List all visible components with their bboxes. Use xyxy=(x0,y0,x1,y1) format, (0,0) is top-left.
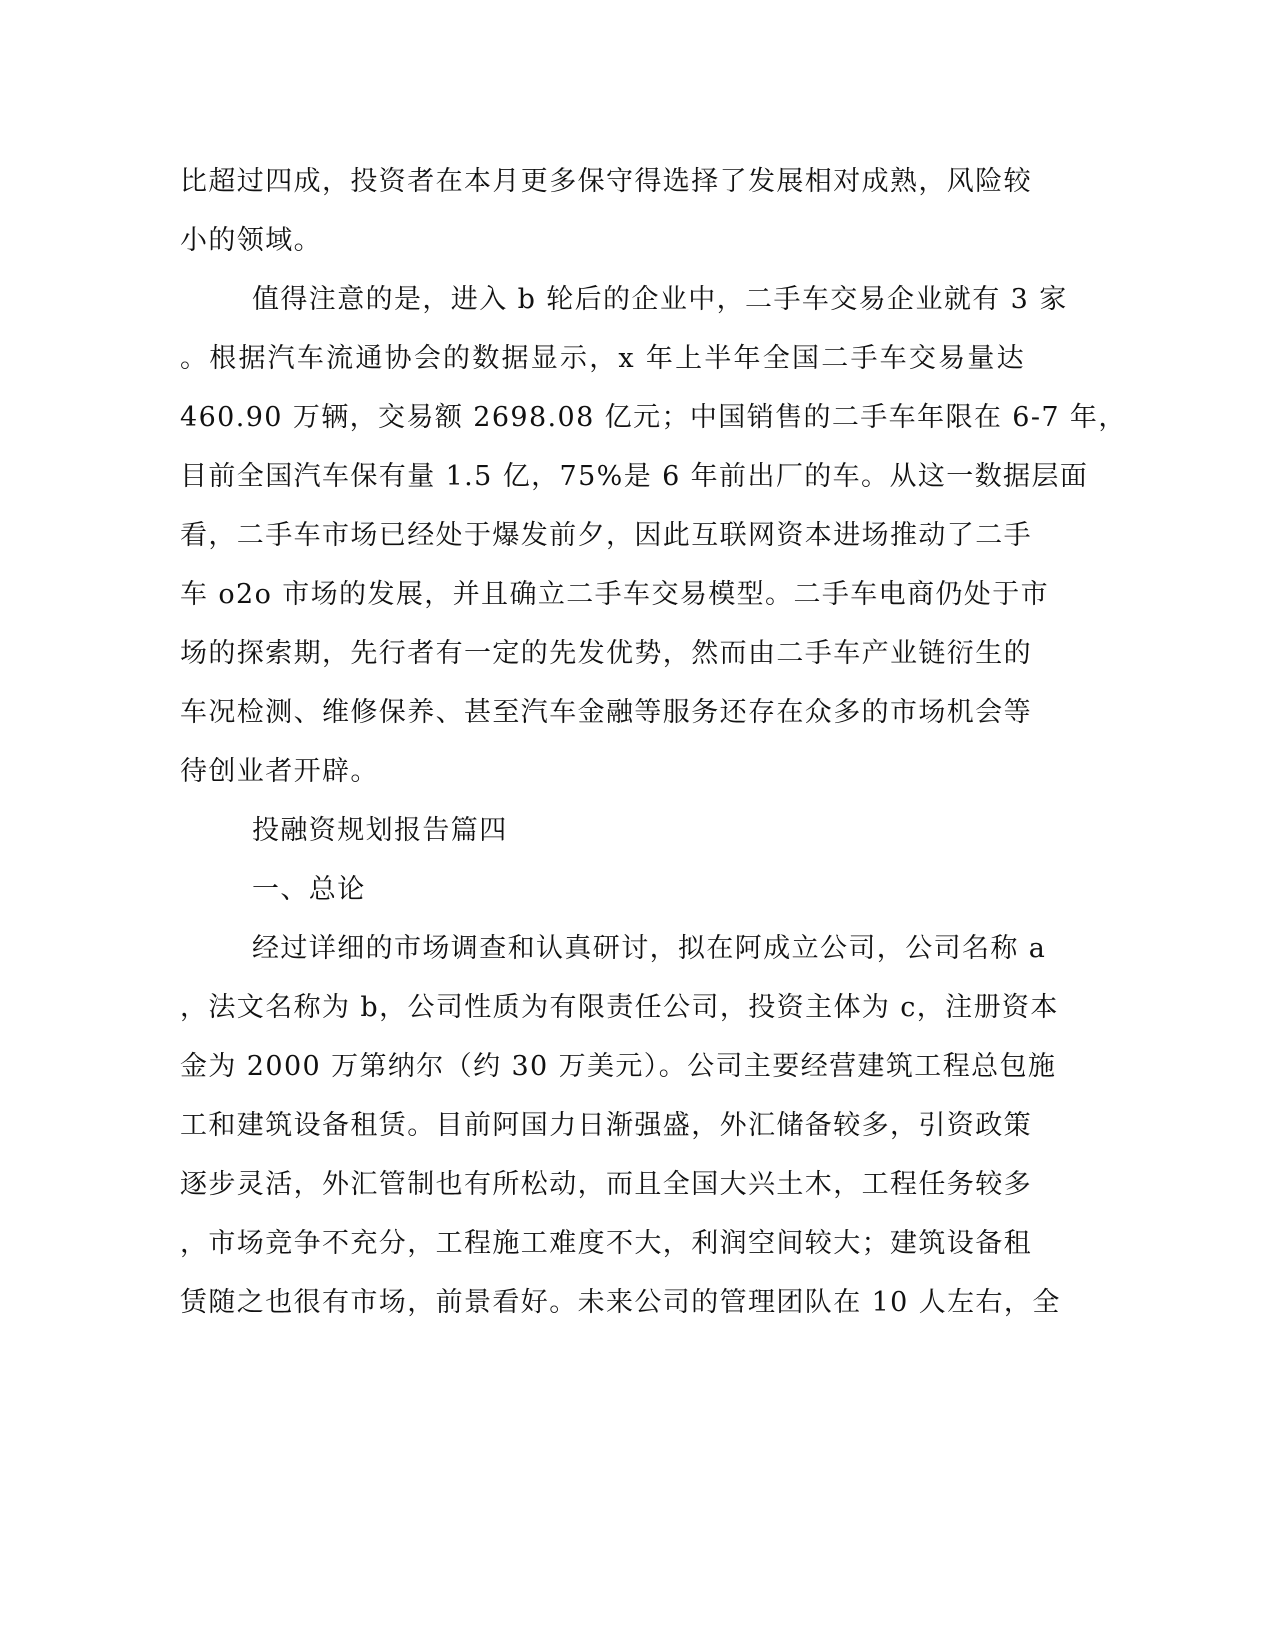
text-line: 小的领域。 xyxy=(180,225,322,256)
text-line: 看，二手车市场已经处于爆发前夕，因此互联网资本进场推动了二手 xyxy=(180,520,1032,551)
text-line: 待创业者开辟。 xyxy=(180,756,379,787)
text-line: 场的探索期，先行者有一定的先发优势，然而由二手车产业链衍生的 xyxy=(180,638,1032,669)
document-body xyxy=(180,152,1127,1332)
text-line: ，市场竞争不充分，工程施工难度不大，利润空间较大；建筑设备租 xyxy=(180,1228,1032,1259)
text-line: 赁随之也很有市场，前景看好。未来公司的管理团队在 10 人左右，全 xyxy=(180,1287,1061,1318)
text-line: 经过详细的市场调查和认真研讨，拟在阿成立公司，公司名称 a xyxy=(252,933,1047,964)
text-line: ，法文名称为 b，公司性质为有限责任公司，投资主体为 c，注册资本 xyxy=(180,992,1059,1023)
text-line: 460.90 万辆，交易额 2698.08 亿元；中国销售的二手车年限在 6-7 年， xyxy=(180,402,1127,433)
text-line: 。根据汽车流通协会的数据显示，x 年上半年全国二手车交易量达 xyxy=(180,343,1025,374)
text-line: 比超过四成，投资者在本月更多保守得选择了发展相对成熟，风险较 xyxy=(180,166,1032,197)
subsection-heading: 一、总论 xyxy=(252,874,366,905)
text-line: 车 o2o 市场的发展，并且确立二手车交易模型。二手车电商仍处于市 xyxy=(180,579,1050,610)
text-line: 值得注意的是，进入 b 轮后的企业中，二手车交易企业就有 3 家 xyxy=(252,284,1068,315)
text-line: 车况检测、维修保养、甚至汽车金融等服务还存在众多的市场机会等 xyxy=(180,697,1032,728)
text-line: 工和建筑设备租赁。目前阿国力日渐强盛，外汇储备较多，引资政策 xyxy=(180,1110,1032,1141)
text-line: 金为 2000 万第纳尔（约 30 万美元）。公司主要经营建筑工程总包施 xyxy=(180,1051,1057,1082)
text-line: 目前全国汽车保有量 1.5 亿，75%是 6 年前出厂的车。从这一数据层面 xyxy=(180,461,1089,492)
section-heading: 投融资规划报告篇四 xyxy=(252,815,508,846)
text-line: 逐步灵活，外汇管制也有所松动，而且全国大兴土木，工程任务较多 xyxy=(180,1169,1032,1200)
